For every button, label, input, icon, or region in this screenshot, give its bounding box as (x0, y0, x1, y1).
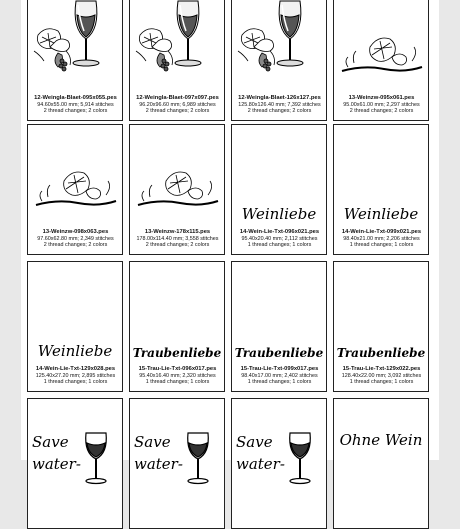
design-dimensions: 178.00x114.40 mm; 3,558 stitches (136, 235, 219, 242)
design-thread-changes: 1 thread changes; 1 colors (247, 378, 312, 385)
design-script-text: Save water- (134, 433, 183, 473)
design-thread-changes: 2 thread changes; 2 colors (349, 107, 414, 114)
design-card[interactable] (333, 398, 429, 529)
design-script-text: Traubenliebe (234, 346, 324, 360)
vine-branch-icon (334, 0, 428, 83)
design-thread-changes: 2 thread changes; 2 colors (145, 241, 210, 248)
design-info (31, 229, 120, 248)
design-info (133, 95, 222, 114)
design-info (337, 229, 426, 248)
design-card[interactable] (333, 0, 429, 121)
design-filename: 12-Weingla-Blaet-097x097.pes (136, 95, 219, 102)
design-dimensions: 96.20x96.60 mm; 6,989 stitches (139, 101, 216, 108)
design-info (235, 95, 324, 114)
design-filename: 15-Trau-Lie-Txt-129x022.pes (342, 366, 421, 373)
design-info (235, 229, 324, 248)
design-dimensions: 125.40x27.20 mm; 2,895 stitches (35, 372, 116, 379)
preview-page (21, 0, 439, 473)
design-dimensions: 128.40x22.00 mm; 3,092 stitches (341, 372, 422, 379)
design-script-text: Traubenliebe (336, 346, 426, 360)
design-info (133, 366, 222, 385)
design-thread-changes: 1 thread changes; 1 colors (349, 241, 414, 248)
design-dimensions: 97.60x62.80 mm; 2,349 stitches (37, 235, 114, 242)
glass-leaves-icon (232, 0, 326, 83)
design-script-text: Weinliebe (241, 205, 317, 223)
design-card[interactable] (129, 261, 225, 392)
design-filename: 15-Trau-Lie-Txt-096x017.pes (138, 366, 217, 373)
glass-leaves-icon (28, 0, 122, 83)
design-thread-changes: 1 thread changes; 1 colors (247, 241, 312, 248)
design-filename: 14-Wein-Lie-Txt-096x021.pes (239, 229, 320, 236)
design-info (235, 366, 324, 385)
design-filename: 14-Wein-Lie-Txt-129x028.pes (35, 366, 116, 373)
design-filename: 15-Trau-Lie-Txt-099x017.pes (240, 366, 319, 373)
design-filename: 12-Weinglа-Blaet-095x055.pes (34, 95, 117, 102)
design-filename: 13-Weinzw-098x063.pes (42, 229, 109, 236)
vine-branch-icon (28, 125, 122, 217)
design-info (337, 366, 426, 385)
design-dimensions: 98.40x17.00 mm; 2,402 stitches (241, 372, 318, 379)
design-card[interactable] (27, 124, 123, 255)
design-script-text: Traubenliebe (132, 346, 222, 360)
design-card[interactable] (231, 398, 327, 529)
design-script-text: Save water- (236, 433, 285, 473)
design-thread-changes: 2 thread changes; 2 colors (145, 107, 210, 114)
design-card[interactable] (231, 261, 327, 392)
design-info (31, 366, 120, 385)
design-filename: 13-Weinzw-178x115.pes (144, 229, 211, 236)
design-card[interactable] (333, 124, 429, 255)
design-thread-changes: 2 thread changes; 2 colors (43, 241, 108, 248)
glass-leaves-icon (130, 0, 224, 83)
design-info (337, 95, 426, 114)
design-thread-changes: 1 thread changes; 1 colors (349, 378, 414, 385)
design-filename: 12-Weingla-Blaet-126x127.pes (238, 95, 321, 102)
design-card[interactable] (231, 124, 327, 255)
design-thread-changes: 2 thread changes; 2 colors (247, 107, 312, 114)
design-script-text: Save water- (32, 433, 81, 473)
design-dimensions: 95.00x61.00 mm; 2,297 stitches (343, 101, 420, 108)
viewer-background (439, 0, 460, 460)
vine-branch-icon (130, 125, 224, 217)
design-thread-changes: 2 thread changes; 2 colors (43, 107, 108, 114)
design-card[interactable] (129, 398, 225, 529)
design-filename: 13-Weinzw-095x061.pes (348, 95, 415, 102)
design-dimensions: 94.60x55.00 mm; 5,914 stitches (37, 101, 114, 108)
design-dimensions: 98.40x21.00 mm; 2,206 stitches (343, 235, 420, 242)
design-card[interactable] (333, 261, 429, 392)
design-card[interactable] (27, 398, 123, 529)
design-card[interactable] (27, 261, 123, 392)
design-card[interactable] (231, 0, 327, 121)
design-card[interactable] (129, 0, 225, 121)
design-thread-changes: 1 thread changes; 1 colors (43, 378, 108, 385)
design-card[interactable] (129, 124, 225, 255)
design-dimensions: 95.40x16.40 mm; 2,320 stitches (139, 372, 216, 379)
design-thread-changes: 1 thread changes; 1 colors (145, 378, 210, 385)
design-info (133, 229, 222, 248)
design-dimensions: 125.80x126.40 mm; 7,392 stitches (238, 101, 321, 108)
design-card[interactable] (27, 0, 123, 121)
design-script-text: Weinliebe (343, 205, 419, 223)
design-dimensions: 95.40x20.40 mm; 2,112 stitches (241, 235, 318, 242)
design-filename: 14-Wein-Lie-Txt-099x021.pes (341, 229, 422, 236)
design-script-text: Weinliebe (37, 342, 113, 360)
design-script-text: Ohne Wein (339, 431, 423, 449)
design-info (31, 95, 120, 114)
